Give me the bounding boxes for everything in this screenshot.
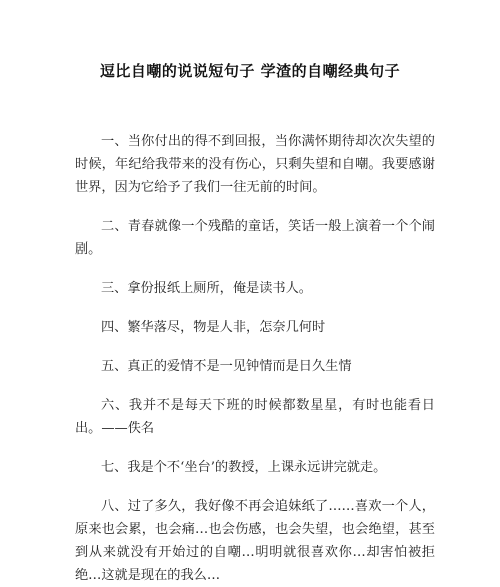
document-body (75, 130, 435, 587)
paragraph: 二、青春就像一个残酷的童话，笑话一般上演着一个个闹剧。 (75, 219, 435, 257)
paragraph: 五、真正的爱情不是一见钟情而是日久生情 (101, 359, 352, 374)
paragraph: 四、繁华落尽，物是人非，怎奈几何时 (101, 320, 326, 335)
document-title: 逗比自嘲的说说短句子 学渣的自嘲经典句子 (99, 62, 401, 80)
paragraph: 六、我并不是每天下班的时候都数星星，有时也能看日出。——佚名 (75, 398, 435, 436)
paragraph: 三、拿份报纸上厕所，俺是读书人。 (101, 281, 312, 296)
paragraph: 一、当你付出的得不到回报，当你满怀期待却次次失望的时候，年纪给我带来的没有伤心，只剩失望和自嘲。我要感谢世界，因为它给予了我们一往无前的时间。 (75, 134, 435, 195)
paragraph: 八、过了多久，我好像不再会追妹纸了……喜欢一个人，原来也会累，也会痛…也会伤感，也会失望，也会绝望，甚至到从来就没有开始过的自嘲…明明就很喜欢你…却害怕被拒绝…这就是现在的我么… (75, 499, 435, 583)
paragraph: 七、我是个不‘坐台’的教授，上课永远讲完就走。 (101, 460, 387, 475)
